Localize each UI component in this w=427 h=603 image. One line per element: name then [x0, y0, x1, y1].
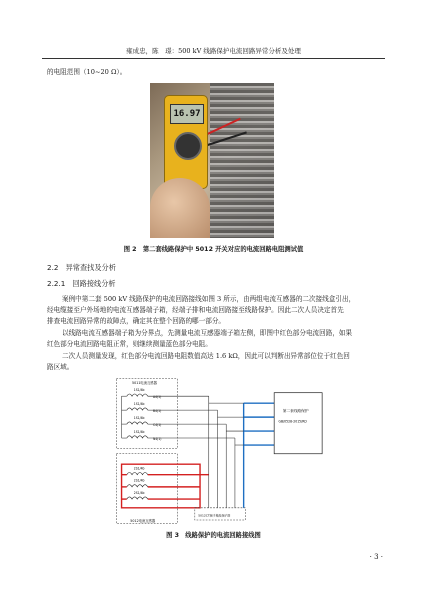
ct-5012-label: 5012电流互感器: [130, 518, 156, 523]
top-coil-tag: C4(1): [152, 422, 162, 427]
top-coil-name: 1S1/4b: [133, 415, 145, 420]
para3-line: 二次人员测量发现，红色部分电流回路电阻数值高达 1.6 kΩ，因此可以判断出异常部位位于红色回: [62, 352, 350, 360]
section-2-2-1-heading: 2.2.1 回路接线分析: [47, 279, 116, 288]
top-coil-3: [127, 416, 162, 427]
terminal-box-label: 5012CT端子箱及端子排: [198, 513, 231, 518]
para2-line: 以线路电流互感器端子箱为分界点，先测量电流互感器端子箱左侧，即图中红色部分电流回路，如果: [62, 329, 353, 337]
top-coil-tag: N4(1): [152, 436, 162, 441]
multimeter-dial: [174, 132, 202, 160]
top-coil-name: 1S1/4b: [133, 401, 145, 406]
top-coil-tag: B4(1): [152, 408, 162, 413]
ct-5011-label: 5011电流互感器: [132, 380, 157, 385]
bottom-coil-name: 2S1/4b: [133, 466, 145, 471]
figure2-caption: 图 2 第二套线路保护中 5012 开关对应的电流回路电阻测试值: [123, 246, 304, 253]
current-circuit-diagram: [88, 377, 340, 527]
multimeter-photo: [150, 83, 274, 238]
top-coil-name: 1S1/4b: [133, 387, 145, 392]
section-2-2-heading: 2.2 异常查找及分析: [47, 263, 116, 272]
multimeter: [164, 95, 208, 189]
bottom-coil-name: 2S1/4b: [133, 478, 145, 483]
figure3-caption: 图 3 线路保护的电流回路接线图: [166, 532, 261, 539]
para1-line: 案例中第二套 500 kV 线路保护的电流回路接线如图 3 所示，由两组电流互感器的二次接线盒引出，: [62, 295, 356, 303]
page-number: · 3 ·: [369, 553, 383, 561]
bottom-coil-3: [127, 491, 148, 499]
para2-line: 红色部分电流回路电阻正常，则继续测量蓝色部分电阻。: [47, 340, 212, 348]
para1-line: 经电缆接至户外场地的电流互感器端子箱，经端子排和电流回路接至线路保护。因此二次人员决定首先: [47, 306, 344, 314]
protection-model: GB/0528-2015/RD: [278, 419, 307, 424]
top-coil-4: [127, 430, 162, 441]
bottom-coil-2: [127, 479, 148, 487]
para3-line: 路区域。: [47, 363, 74, 371]
top-coil-name: 1S1/4b: [133, 429, 145, 434]
top-coil-tag: A4(1): [152, 394, 162, 399]
top-coil-1: [127, 388, 162, 399]
hand: [150, 178, 210, 238]
top-coil-2: [127, 402, 162, 413]
multimeter-display: 16.97: [170, 104, 204, 124]
top-line: 的电阻范围（10~20 Ω）。: [47, 68, 127, 76]
terminal-rack: [210, 83, 274, 238]
red-circuit: [122, 464, 209, 508]
running-header: 雍成忠，陈 璟：500 kV 线路保护电流回路异常分析及处理: [42, 46, 385, 59]
protection-title: 第二套线路保护: [282, 408, 309, 413]
para1-line: 排查电流回路异常的故障点，确定其在整个回路的哪一部分。: [47, 317, 226, 325]
blue-circuit: [244, 403, 275, 508]
bottom-coil-name: 2S1/4b: [133, 490, 145, 495]
bottom-coil-1: [127, 466, 148, 474]
